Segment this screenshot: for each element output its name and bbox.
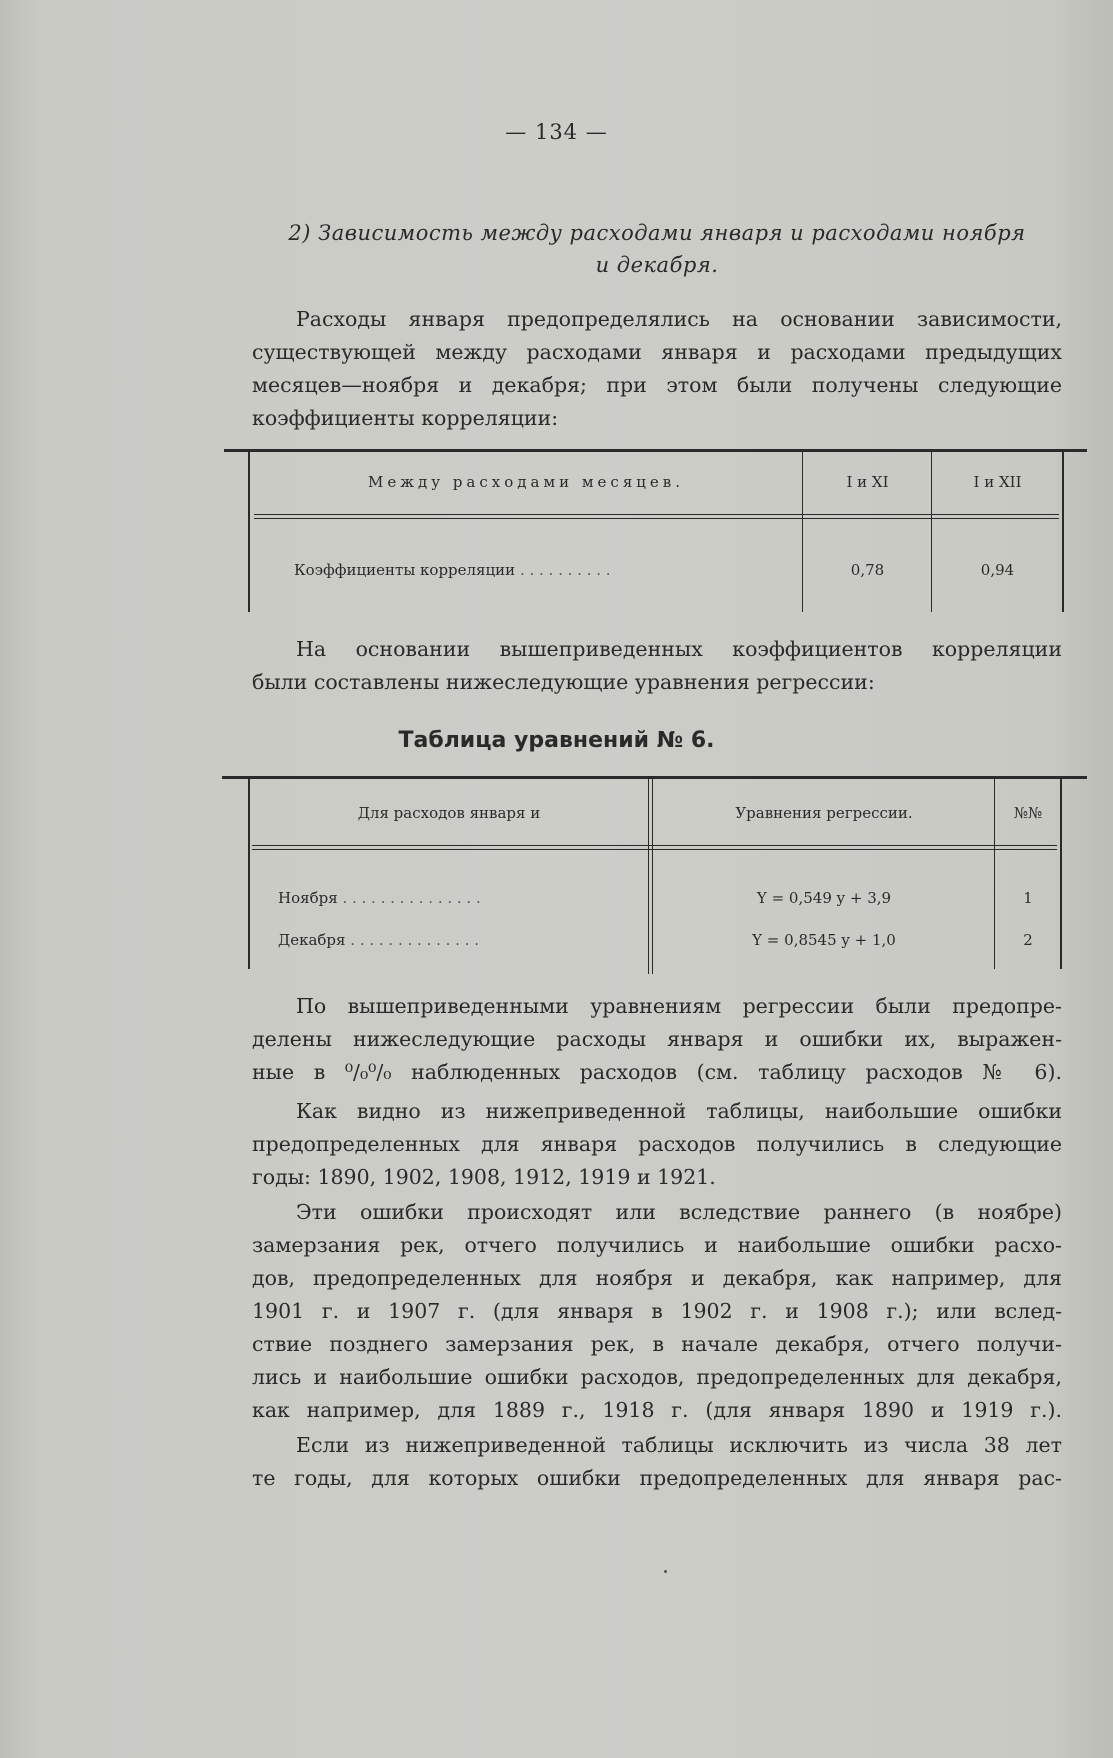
paragraph-4	[252, 1095, 1062, 1194]
table-header-rule	[252, 849, 1057, 850]
paragraph-5-line: Эти ошибки происходят или вследствие раннего (в ноябре)	[296, 1200, 1062, 1224]
ink-speck	[664, 1570, 667, 1573]
row-label-leader: . . . . . . . . . .	[519, 561, 611, 579]
table-column-divider	[648, 779, 649, 974]
paragraph-1	[252, 303, 1062, 435]
paragraph-5-line: дов, предопределенных для ноября и декабря, как например, для	[252, 1266, 1062, 1290]
row-label-leader: . . . . . . . . . . . . . . .	[342, 889, 481, 907]
paragraph-4-line: Как видно из нижеприведенной таблицы, наибольшие ошибки	[296, 1099, 1062, 1123]
paragraph-1-line: Расходы января предопределялись на основании зависимости,	[296, 307, 1062, 331]
regression-table	[222, 776, 1087, 971]
table-caption: Таблица уравнений № 6.	[398, 728, 715, 753]
paragraph-2-line: На основании вышеприведенных коэффициентов корреляции	[296, 637, 1062, 661]
table-border-right	[1062, 452, 1064, 612]
paragraph-5-line: ствие позднего замерзания рек, в начале декабря, отчего получи-	[252, 1332, 1062, 1356]
table-number-cell: 2	[1023, 931, 1033, 949]
page-number: — 134 —	[505, 120, 608, 144]
paragraph-3	[252, 990, 1062, 1089]
paragraph-2	[252, 633, 1062, 699]
table-header-rule	[254, 514, 1059, 515]
paragraph-5	[252, 1196, 1062, 1427]
table-row-label	[278, 931, 646, 949]
section-heading-line-1: 2) Зависимость между расходами января и расходами ноября	[288, 221, 1026, 245]
paragraph-3-line: делены нижеследующие расходы января и ошибки их, выражен-	[252, 1027, 1062, 1051]
table-header-cell: Для расходов января и	[357, 804, 541, 822]
table-column-divider	[994, 779, 995, 969]
paragraph-4-line: годы: 1890, 1902, 1908, 1912, 1919 и 1921.	[252, 1165, 716, 1189]
paragraph-1-line: месяцев—ноября и декабря; при этом были получены следующие	[252, 373, 1062, 397]
table-value-cell: 0,78	[850, 561, 885, 579]
section-heading-line-2: и декабря.	[595, 253, 719, 277]
table-row-label	[294, 561, 799, 579]
row-label-leader: . . . . . . . . . . . . . .	[350, 931, 480, 949]
table-header-rule	[252, 845, 1057, 846]
table-header-cell: Уравнения регрессии.	[735, 804, 913, 822]
section-heading	[252, 217, 1062, 281]
table-header-cell: I и XI	[846, 473, 889, 491]
table-column-divider	[802, 452, 803, 612]
table-column-divider	[652, 779, 653, 974]
paragraph-5-line: лись и наибольшие ошибки расходов, предопределенных для декабря,	[252, 1365, 1062, 1389]
table-header-cell: Между расходами месяцев.	[367, 473, 685, 491]
paragraph-3-line: ные в ⁰/₀⁰/₀ наблюденных расходов (см. таблицу расходов № 6).	[252, 1060, 1062, 1084]
paragraph-5-line: как например, для 1889 г., 1918 г. (для января 1890 и 1919 г.).	[252, 1398, 1062, 1422]
table-rule-top	[222, 776, 1087, 779]
table-value-cell: 0,94	[980, 561, 1015, 579]
table-rule-top	[224, 449, 1087, 452]
table-equation-cell: Y = 0,549 y + 3,9	[756, 889, 892, 907]
paragraph-2-line: были составлены нижеследующие уравнения регрессии:	[252, 670, 875, 694]
paragraph-6-line: Если из нижеприведенной таблицы исключить из числа 38 лет	[296, 1433, 1062, 1457]
paragraph-5-line: замерзания рек, отчего получились и наибольшие ошибки расхо-	[252, 1233, 1062, 1257]
table-row-label	[278, 889, 646, 907]
paragraph-4-line: предопределенных для января расходов получились в следующие	[252, 1132, 1062, 1156]
row-label-text: Коэффициенты корреляции	[294, 561, 516, 579]
table-header-rule	[254, 518, 1059, 519]
paragraph-6-line: те годы, для которых ошибки предопределенных для января рас-	[252, 1466, 1062, 1490]
correlation-table	[224, 449, 1087, 613]
paragraph-3-line: По вышеприведенными уравнениям регрессии были предопре-	[296, 994, 1062, 1018]
paragraph-5-line: 1901 г. и 1907 г. (для января в 1902 г. и 1908 г.); или вслед-	[252, 1299, 1062, 1323]
row-label-text: Ноября	[278, 889, 338, 907]
table-column-divider	[931, 452, 932, 612]
table-border-right	[1060, 779, 1062, 969]
table-number-cell: 1	[1023, 889, 1033, 907]
table-header-cell: №№	[1013, 804, 1043, 822]
paragraph-1-line: существующей между расходами января и расходами предыдущих	[252, 340, 1062, 364]
row-label-text: Декабря	[278, 931, 346, 949]
paragraph-1-line: коэффициенты корреляции:	[252, 406, 559, 430]
table-header-cell: I и XII	[973, 473, 1022, 491]
table-equation-cell: Y = 0,8545 y + 1,0	[752, 931, 896, 949]
paragraph-6	[252, 1429, 1062, 1495]
